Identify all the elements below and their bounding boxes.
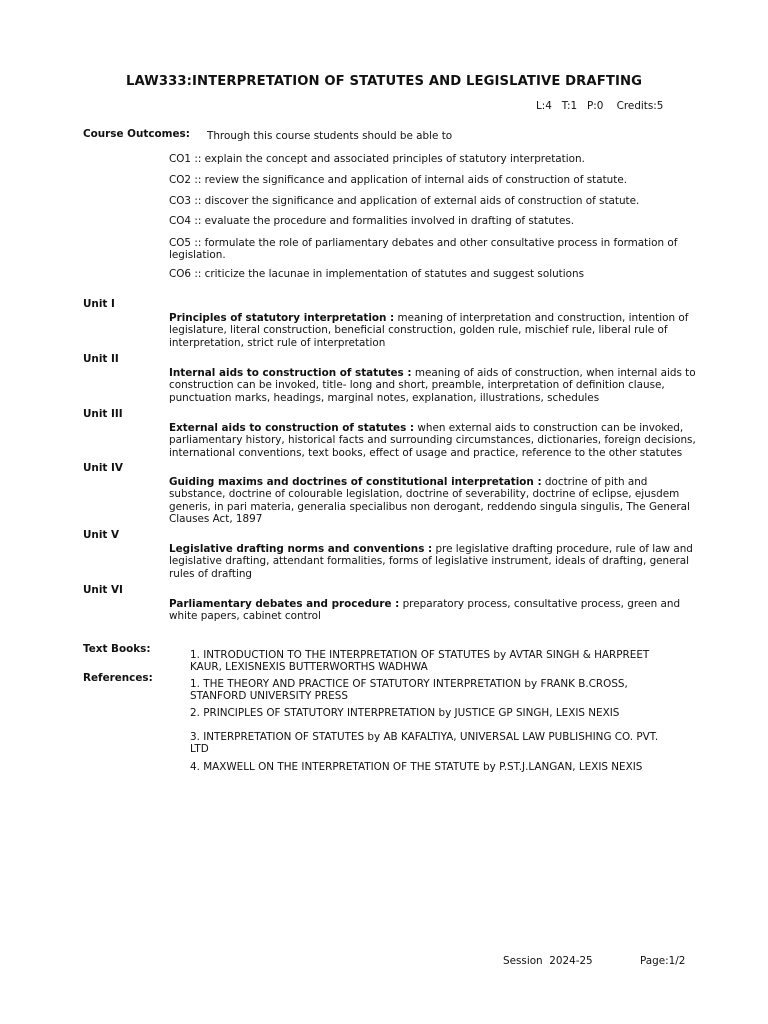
unit-label: Unit IV: [83, 462, 123, 474]
reference-item: 3. INTERPRETATION OF STATUTES by AB KAFALTIYA, UNIVERSAL LAW PUBLISHING CO. PVT. LTD: [190, 731, 659, 756]
unit-topics: preparatory process, consultative process, green and white papers, cabinet control: [169, 598, 681, 623]
unit-content: [169, 598, 704, 623]
course-outcome-item: CO5 :: formulate the role of parliamentary debates and other consultative process in formation of legislation.: [169, 237, 678, 262]
course-outcome-item: CO2 :: review the significance and application of internal aids of construction of statute.: [169, 174, 628, 186]
unit-label: Unit II: [83, 353, 119, 365]
unit-heading: Principles of statutory interpretation :: [169, 312, 395, 324]
unit-topics: meaning of interpretation and construction, intention of legislature, literal construction, beneficial construction, golden rule, mischief rule, liberal rule of interpretation, strict rule of interpretation: [169, 312, 689, 349]
session-label: Session 2024-25: [503, 955, 593, 967]
unit-heading: Internal aids to construction of statutes :: [169, 367, 412, 379]
unit-label: Unit I: [83, 298, 115, 310]
course-outcomes-intro: Through this course students should be able to: [207, 130, 453, 142]
unit-content: [169, 312, 704, 349]
unit-heading: Guiding maxims and doctrines of constitutional interpretation :: [169, 476, 542, 488]
course-outcomes-label: Course Outcomes:: [83, 128, 190, 140]
unit-topics: doctrine of pith and substance, doctrine of colourable legislation, doctrine of severability, doctrine of eclipse, ejusdem generis, in pari materia, generalia specialibus non derogant, reddendo singula singulis, The General Clauses Act, 1897: [169, 476, 690, 526]
unit-topics: meaning of aids of construction, when internal aids to construction can be invoked, title- long and short, preamble, interpretation of definition clause, punctuation marks, headings, marginal notes, explanation, illustrations, schedules: [169, 367, 696, 404]
course-outcome-item: CO6 :: criticize the lacunae in implementation of statutes and suggest solutions: [169, 268, 584, 280]
unit-content: [169, 476, 704, 526]
unit-heading: External aids to construction of statutes :: [169, 422, 415, 434]
unit-label: Unit III: [83, 408, 123, 420]
credit-structure: L:4 T:1 P:0 Credits:5: [536, 100, 664, 112]
unit-label: Unit V: [83, 529, 120, 541]
text-books-label: Text Books:: [83, 643, 151, 655]
reference-item: 2. PRINCIPLES OF STATUTORY INTERPRETATION by JUSTICE GP SINGH, LEXIS NEXIS: [190, 707, 620, 719]
unit-content: [169, 367, 704, 404]
unit-content: [169, 543, 704, 580]
reference-item: 1. THE THEORY AND PRACTICE OF STATUTORY INTERPRETATION by FRANK B.CROSS, STANFORD UNIVERSITY PRESS: [190, 678, 628, 703]
course-outcome-item: CO4 :: evaluate the procedure and formalities involved in drafting of statutes.: [169, 215, 575, 227]
course-outcome-item: CO1 :: explain the concept and associated principles of statutory interpretation.: [169, 153, 585, 165]
course-outcome-item: CO3 :: discover the significance and application of external aids of construction of statute.: [169, 195, 640, 207]
unit-topics: when external aids to construction can be invoked, parliamentary history, historical facts and surrounding circumstances, dictionaries, foreign decisions, international conventions, text books, effect of usage and practice, reference to the other statutes: [169, 422, 696, 459]
page-number: Page:1/2: [640, 955, 686, 967]
unit-heading: Legislative drafting norms and conventions :: [169, 543, 433, 555]
unit-label: Unit VI: [83, 584, 123, 596]
unit-heading: Parliamentary debates and procedure :: [169, 598, 400, 610]
course-title: LAW333:INTERPRETATION OF STATUTES AND LEGISLATIVE DRAFTING: [125, 74, 643, 89]
references-label: References:: [83, 672, 153, 684]
unit-content: [169, 422, 704, 459]
reference-item: 4. MAXWELL ON THE INTERPRETATION OF THE STATUTE by P.ST.J.LANGAN, LEXIS NEXIS: [190, 761, 643, 773]
text-book-item: 1. INTRODUCTION TO THE INTERPRETATION OF STATUTES by AVTAR SINGH & HARPREET KAUR, LEXISNEXIS BUTTERWORTHS WADHWA: [190, 649, 650, 674]
unit-topics: pre legislative drafting procedure, rule of law and legislative drafting, attendant formalities, forms of legislative instrument, ideals of drafting, general rules of drafting: [169, 543, 693, 580]
